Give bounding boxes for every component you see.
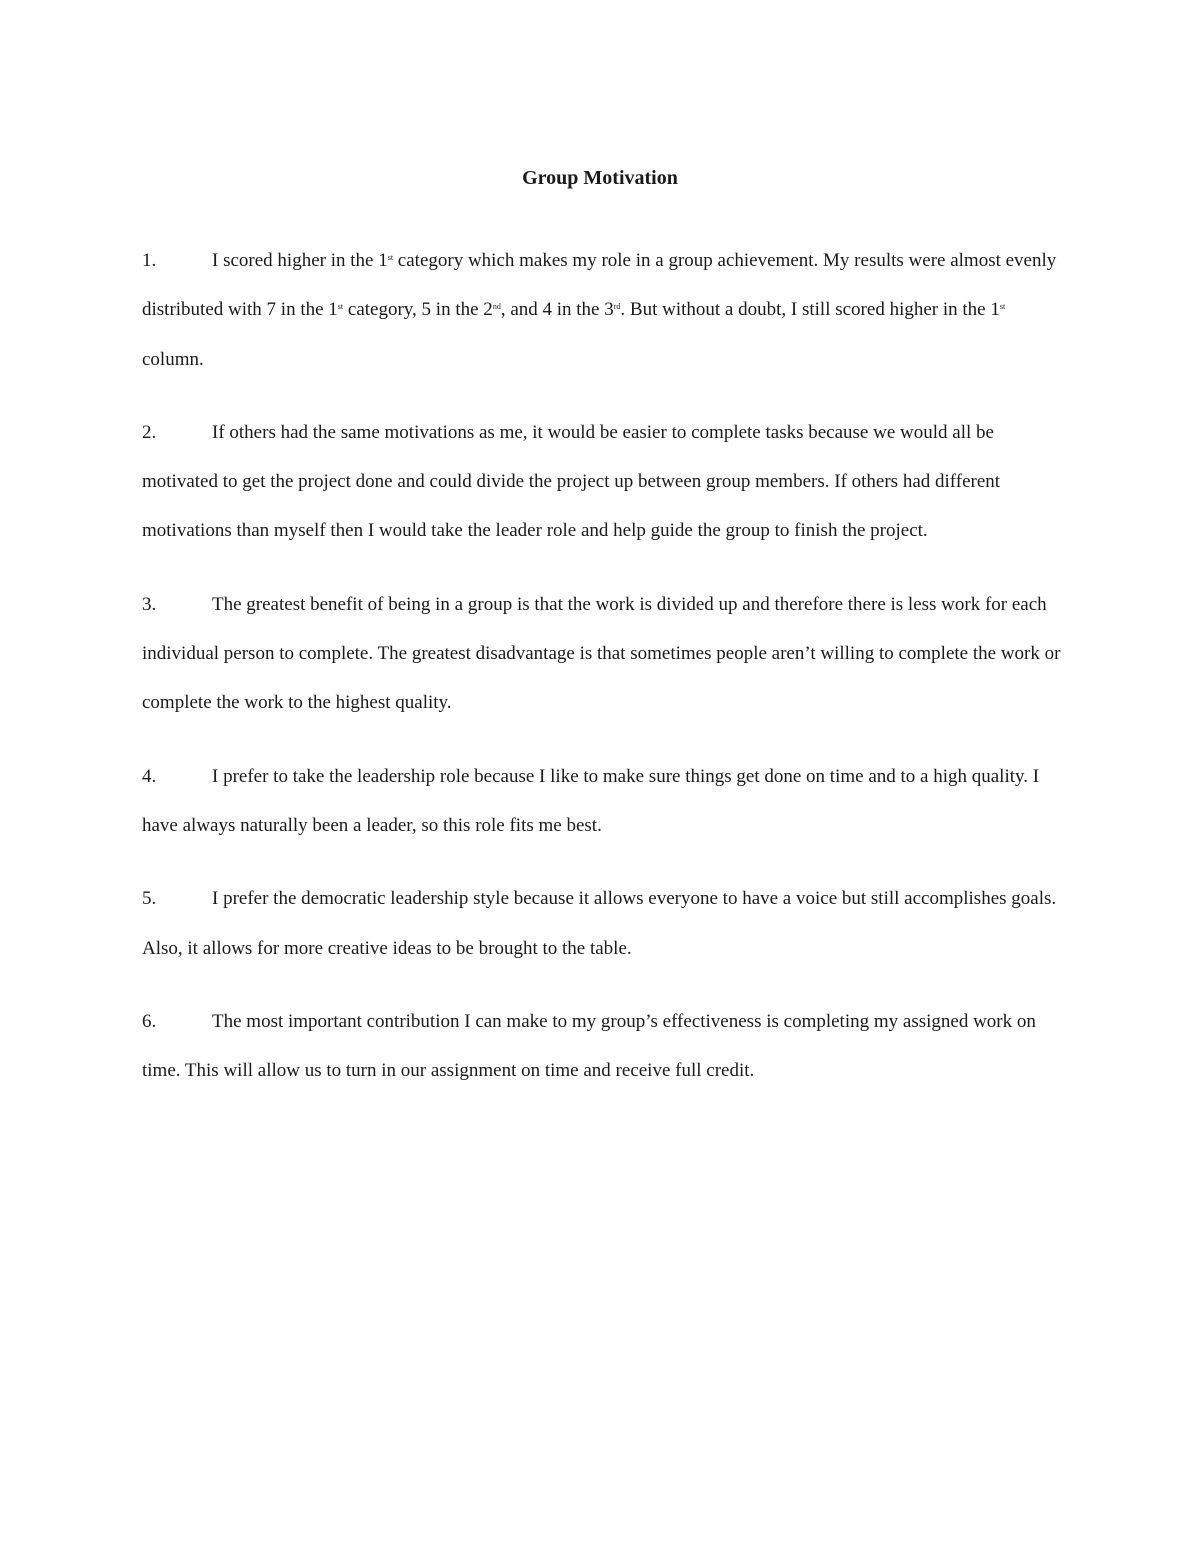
- item-text: category, 5 in the 2: [343, 299, 493, 321]
- list-item: [142, 236, 1062, 384]
- list-item: [142, 874, 1062, 973]
- document-title: Group Motivation: [522, 167, 678, 189]
- ordinal-suffix: st: [387, 253, 394, 262]
- ordinal-suffix: rd: [613, 302, 621, 312]
- ordinal-suffix: st: [999, 302, 1006, 312]
- item-number: 5.: [142, 888, 157, 910]
- list-item: [142, 580, 1062, 728]
- numbered-list: [142, 236, 1062, 1119]
- list-item: [142, 997, 1062, 1096]
- ordinal-suffix: st: [337, 302, 344, 312]
- item-text: category which makes my role in a group achievement. My results were almost evenly distributed with 7 in the 1: [142, 250, 1057, 321]
- item-text: . But without a doubt, I still scored higher in the 1: [620, 299, 1000, 321]
- item-number: 2.: [142, 421, 157, 443]
- list-item: [142, 408, 1062, 556]
- item-text: If others had the same motivations as me, it would be easier to complete tasks because we would all be motivated to get the project done and could divide the project up between group members. If others had different motivations than myself then I would take the leader role and help guide the group to finish the project.: [142, 421, 1001, 542]
- item-text: , and 4 in the 3: [500, 299, 614, 321]
- item-text: column.: [142, 348, 204, 370]
- item-number: 3.: [142, 593, 157, 615]
- item-number: 1.: [142, 250, 157, 271]
- item-text: I scored higher in the 1: [212, 250, 388, 271]
- item-text: I prefer to take the leadership role because I like to make sure things get done on time and to a high quality. I have always naturally been a leader, so this role fits me best.: [142, 765, 1040, 836]
- item-text: The greatest benefit of being in a group is that the work is divided up and therefore there is less work for each individual person to complete. The greatest disadvantage is that sometimes people aren’t willing to complete the work or complete the work to the highest quality.: [142, 593, 1061, 714]
- item-text: The most important contribution I can make to my group’s effectiveness is completing my assigned work on time. This will allow us to turn in our assignment on time and receive full credit.: [142, 1010, 1036, 1082]
- item-number: 6.: [142, 1010, 157, 1032]
- list-item: [142, 752, 1062, 851]
- item-number: 4.: [142, 765, 157, 787]
- item-text: I prefer the democratic leadership style because it allows everyone to have a voice but still accomplishes goals. Also, it allows for more creative ideas to be brought to the table.: [142, 888, 1057, 959]
- ordinal-suffix: nd: [492, 302, 501, 312]
